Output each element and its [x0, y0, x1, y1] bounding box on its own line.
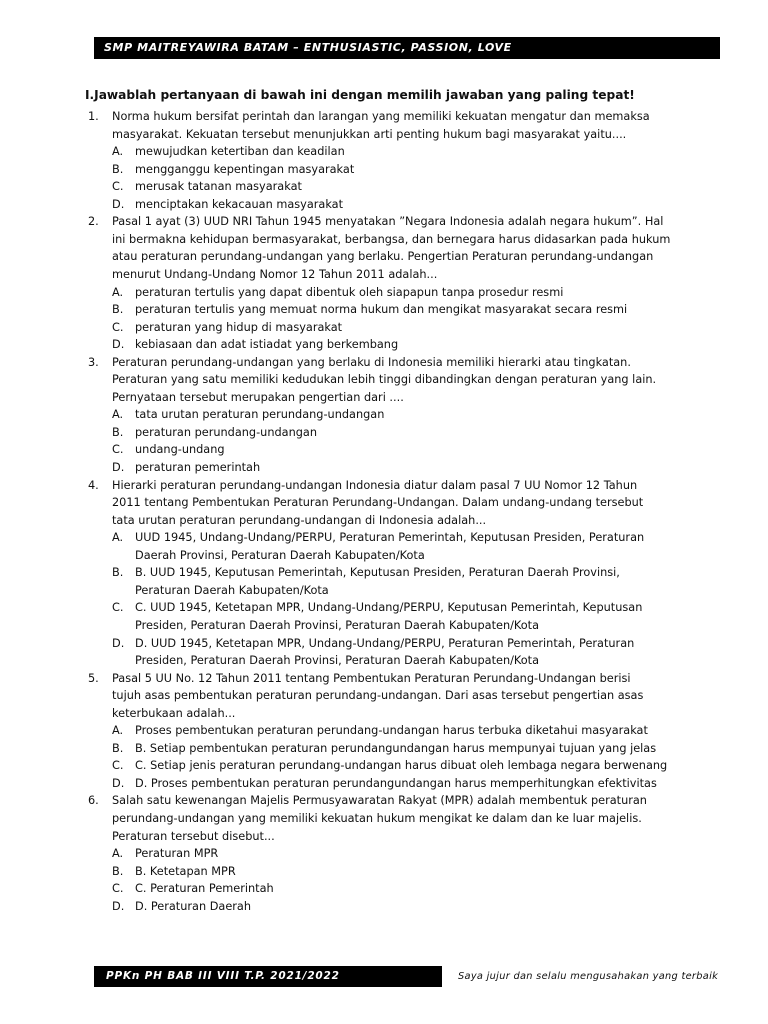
option-text: mewujudkan ketertiban dan keadilan — [135, 145, 345, 159]
option-text: menciptakan kekacauan masyarakat — [135, 197, 344, 211]
option-letter: C. — [112, 180, 124, 194]
option-letter: D. — [112, 636, 125, 650]
option-letter: B. — [112, 741, 124, 755]
option-letter: C. — [112, 601, 124, 615]
option-text: C. Peraturan Pemerintah — [135, 882, 274, 896]
option-text: mengganggu kepentingan masyarakat — [135, 162, 355, 176]
option-text: tata urutan peraturan perundang-undangan — [135, 408, 385, 422]
option-text: D. Proses pembentukan peraturan perundangundangan harus memperhitungkan efektivitas — [135, 776, 657, 790]
option-letter: A. — [112, 408, 124, 422]
option-letter: B. — [112, 303, 124, 317]
option-letter: A. — [112, 145, 124, 159]
option-letter: B. — [112, 425, 124, 439]
header-bar — [94, 37, 720, 59]
question-text: keterbukaan adalah... — [112, 706, 236, 720]
footer-label: PPKn PH BAB III VIII T.P. 2021/2022 — [106, 970, 340, 982]
option-text: UUD 1945, Undang-Undang/PERPU, Peraturan Pemerintah, Keputusan Presiden, Peraturan — [135, 531, 645, 545]
option-letter: C. — [112, 759, 124, 773]
option-text: Peraturan Daerah Kabupaten/Kota — [135, 583, 329, 597]
option-letter: B. — [112, 162, 124, 176]
option-letter: D. — [112, 899, 125, 913]
option-text: Proses pembentukan peraturan perundang-undangan harus terbuka diketahui masyarakat — [135, 724, 648, 738]
question-text: masyarakat. Kekuatan tersebut menunjukkan arti penting hukum bagi masyarakat yaitu.... — [112, 127, 627, 141]
option-text: B. Setiap pembentukan peraturan perundangundangan harus mempunyai tujuan yang jelas — [135, 741, 657, 755]
option-text: D. UUD 1945, Ketetapan MPR, Undang-Undang/PERPU, Peraturan Pemerintah, Peraturan — [135, 636, 635, 650]
option-text: B. Ketetapan MPR — [135, 864, 236, 878]
question-number: 6. — [88, 794, 99, 808]
question-number: 5. — [88, 671, 99, 685]
question-text: tata urutan peraturan perundang-undangan di Indonesia adalah... — [112, 513, 487, 527]
option-text: peraturan perundang-undangan — [135, 425, 318, 439]
option-text: peraturan pemerintah — [135, 461, 261, 474]
question-text: tujuh asas pembentukan peraturan perundang-undangan. Dari asas tersebut pengertian asas — [112, 689, 644, 703]
option-text: merusak tatanan masyarakat — [135, 180, 302, 194]
option-letter: C. — [112, 320, 124, 334]
option-text: C. Setiap jenis peraturan perundang-undangan harus dibuat oleh lembaga negara berwenang — [135, 759, 668, 773]
option-letter: A. — [112, 285, 124, 299]
question-number: 1. — [88, 110, 99, 123]
question-text: Peraturan yang satu memiliki kedudukan lebih tinggi dibandingkan dengan peraturan yang lain. — [112, 373, 657, 387]
question-text: Pernyataan tersebut merupakan pengertian dari .... — [112, 390, 404, 404]
option-text: undang-undang — [135, 443, 225, 457]
option-letter: D. — [112, 776, 125, 790]
question-text: ini bermakna kehidupan bermasyarakat, berbangsa, dan bernegara harus didasarkan pada hukum — [112, 232, 671, 246]
question-text: Norma hukum bersifat perintah dan larangan yang memiliki kekuatan mengatur dan memaksa — [112, 110, 650, 123]
option-text: D. Peraturan Daerah — [135, 899, 252, 913]
question-text: Peraturan tersebut disebut... — [112, 829, 275, 843]
question-number: 3. — [88, 355, 99, 369]
option-text: peraturan tertulis yang dapat dibentuk oleh siapapun tanpa prosedur resmi — [135, 285, 564, 299]
question-text: menurut Undang-Undang Nomor 12 Tahun 2011 adalah... — [112, 267, 438, 281]
option-letter: A. — [112, 847, 124, 861]
question-text: Pasal 5 UU No. 12 Tahun 2011 tentang Pembentukan Peraturan Perundang-Undangan berisi — [112, 671, 631, 685]
option-letter: B. — [112, 864, 124, 878]
option-letter: A. — [112, 724, 124, 738]
question-text: 2011 tentang Pembentukan Peraturan Perundang-Undangan. Dalam undang-undang tersebut — [112, 496, 644, 510]
question-text: Salah satu kewenangan Majelis Permusyawaratan Rakyat (MPR) adalah membentuk peraturan — [112, 794, 647, 808]
instruction-heading: I.Jawablah pertanyaan di bawah ini dengan memilih jawaban yang paling tepat! — [85, 88, 635, 102]
option-letter: D. — [112, 338, 125, 352]
option-letter: C. — [112, 882, 124, 896]
footer-motto: Saya jujur dan selalu mengusahakan yang terbaik — [458, 971, 719, 982]
question-text: Peraturan perundang-undangan yang berlaku di Indonesia memiliki hierarki atau tingkatan. — [112, 355, 631, 369]
question-text: atau peraturan perundang-undangan yang berlaku. Pengertian Peraturan perundang-undangan — [112, 250, 654, 264]
question-number: 2. — [88, 215, 99, 229]
question-text: Hierarki peraturan perundang-undangan Indonesia diatur dalam pasal 7 UU Nomor 12 Tahun — [112, 478, 638, 492]
option-text: B. UUD 1945, Keputusan Pemerintah, Keputusan Presiden, Peraturan Daerah Provinsi, — [135, 566, 620, 580]
option-text: Peraturan MPR — [135, 847, 219, 861]
option-letter: D. — [112, 197, 125, 211]
option-text: kebiasaan dan adat istiadat yang berkembang — [135, 338, 399, 352]
question-text: perundang-undangan yang memiliki kekuatan hukum mengikat ke dalam dan ke luar majelis. — [112, 812, 642, 825]
question-number: 4. — [88, 478, 99, 492]
option-text: peraturan tertulis yang memuat norma hukum dan mengikat masyarakat secara resmi — [135, 303, 628, 317]
option-letter: C. — [112, 443, 124, 457]
option-text: Daerah Provinsi, Peraturan Daerah Kabupaten/Kota — [135, 548, 425, 562]
footer-bar — [94, 966, 442, 987]
header-title: SMP MAITREYAWIRA BATAM – ENTHUSIASTIC, PASSION, LOVE — [104, 41, 512, 54]
option-letter: A. — [112, 531, 124, 545]
option-text: Presiden, Peraturan Daerah Provinsi, Peraturan Daerah Kabupaten/Kota — [135, 618, 540, 632]
option-text: Presiden, Peraturan Daerah Provinsi, Peraturan Daerah Kabupaten/Kota — [135, 654, 540, 668]
option-text: C. UUD 1945, Ketetapan MPR, Undang-Undang/PERPU, Keputusan Pemerintah, Keputusan — [135, 601, 643, 615]
option-text: peraturan yang hidup di masyarakat — [135, 320, 343, 334]
option-letter: B. — [112, 566, 124, 580]
option-letter: D. — [112, 461, 125, 474]
question-text: Pasal 1 ayat (3) UUD NRI Tahun 1945 menyatakan ”Negara Indonesia adalah negara hukum”. Hal — [112, 215, 664, 229]
